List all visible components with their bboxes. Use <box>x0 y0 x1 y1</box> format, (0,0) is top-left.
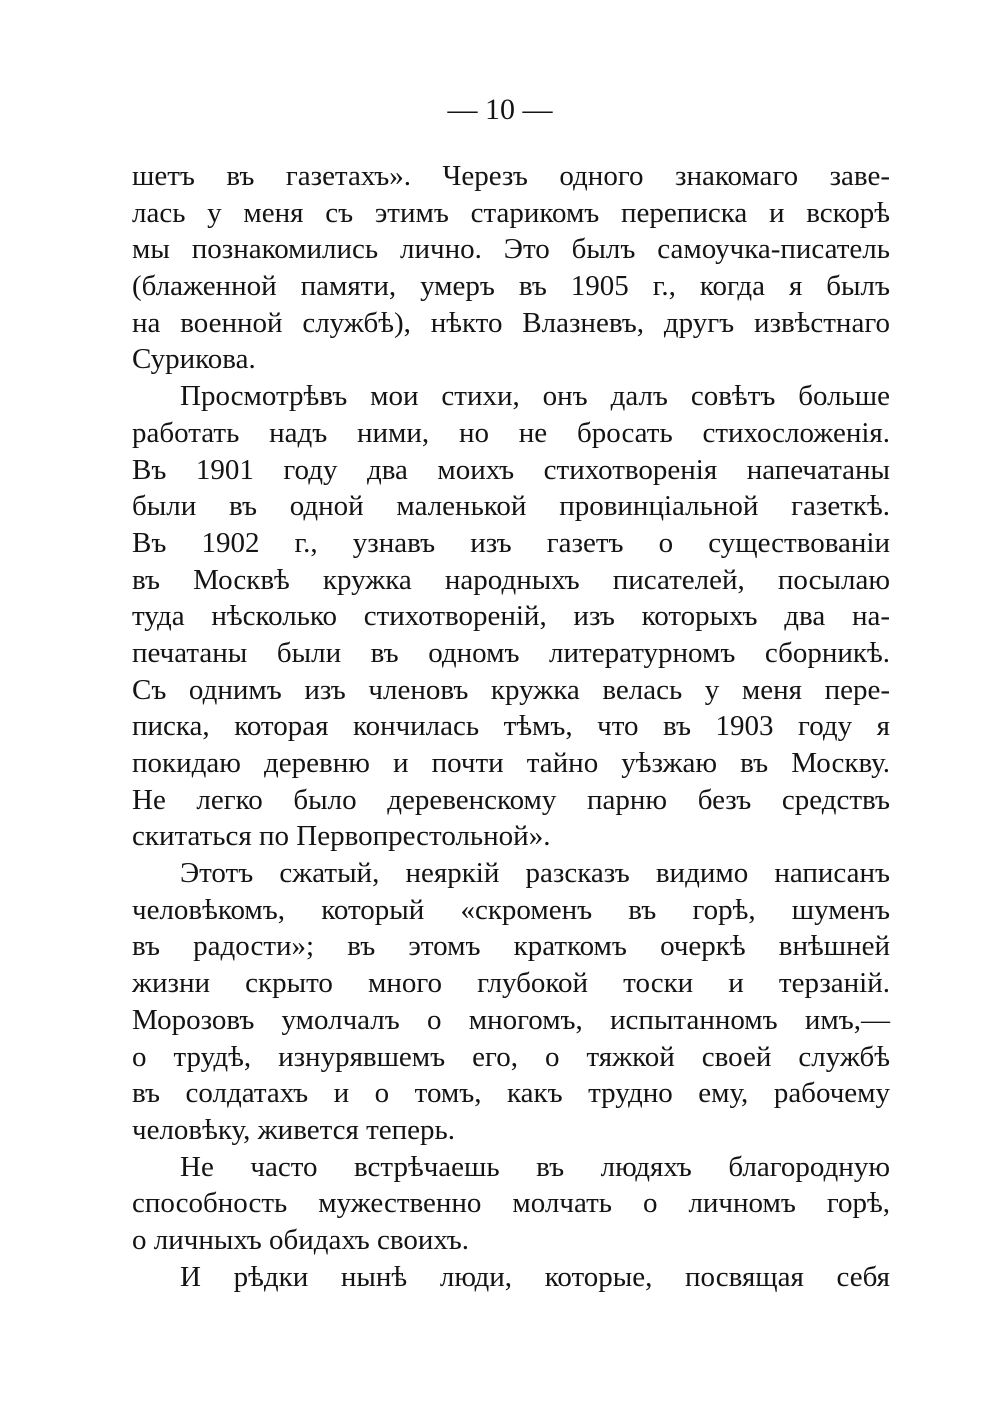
text-line: въ Москвѣ кружка народныхъ писателей, посылаю <box>132 563 890 596</box>
text-line: Въ 1902 г., узнавъ изъ газетъ о существованіи <box>132 526 890 559</box>
text-line: Сурикова. <box>132 343 256 376</box>
text-line: человѣкомъ, который «скроменъ въ горѣ, шуменъ <box>132 893 890 926</box>
text-line: мы познакомились лично. Это былъ самоучка-писатель <box>132 233 890 266</box>
text-line: жизни скрыто много глубокой тоски и терзаній. <box>132 967 890 1000</box>
text-line: въ радости»; въ этомъ краткомъ очеркѣ внѣшней <box>132 930 890 963</box>
text-line: человѣку, живется теперь. <box>132 1113 455 1146</box>
text-line: были въ одной маленькой провинціальной газеткѣ. <box>132 490 890 523</box>
text-line: лась у меня съ этимъ старикомъ переписка и вскорѣ <box>132 196 890 229</box>
text-line: Не часто встрѣчаешь въ людяхъ благородную <box>180 1150 890 1183</box>
text-line: способность мужественно молчать о личномъ горѣ, <box>132 1187 890 1220</box>
text-line: въ солдатахъ и о томъ, какъ трудно ему, рабочему <box>132 1077 890 1110</box>
text-line: Съ однимъ изъ членовъ кружка велась у меня пере- <box>132 673 890 706</box>
text-line: о трудѣ, изнурявшемъ его, о тяжкой своей службѣ <box>132 1040 890 1073</box>
text-line: Морозовъ умолчалъ о многомъ, испытанномъ имъ,— <box>132 1003 890 1036</box>
text-line: Не легко было деревенскому парню безъ средствъ <box>132 783 890 816</box>
text-line: Въ 1901 году два моихъ стихотворенія напечатаны <box>132 453 890 486</box>
text-line: печатаны были въ одномъ литературномъ сборникѣ. <box>132 636 890 669</box>
text-line: скитаться по Первопрестольной». <box>132 820 551 853</box>
body-text <box>132 158 890 1295</box>
page-number: — 10 — <box>447 93 553 126</box>
text-line: туда нѣсколько стихотвореній, изъ которыхъ два на- <box>132 600 890 633</box>
text-line: писка, которая кончилась тѣмъ, что въ 1903 году я <box>132 710 890 743</box>
text-line: шетъ въ газетахъ». Черезъ одного знакомаго заве- <box>132 160 890 192</box>
text-line: И рѣдки нынѣ люди, которые, посвящая себя <box>180 1260 890 1293</box>
text-line: Этотъ сжатый, неяркій разсказъ видимо написанъ <box>180 857 890 890</box>
text-line: Просмотрѣвъ мои стихи, онъ далъ совѣтъ больше <box>180 380 890 413</box>
text-line: на военной службѣ), нѣкто Влазневъ, другъ извѣстнаго <box>132 306 890 339</box>
text-line: (блаженной памяти, умеръ въ 1905 г., когда я былъ <box>132 270 890 303</box>
text-line: о личныхъ обидахъ своихъ. <box>132 1223 470 1256</box>
text-line: работать надъ ними, но не бросать стихосложенія. <box>132 416 890 449</box>
text-line: покидаю деревню и почти тайно уѣзжаю въ Москву. <box>132 747 890 779</box>
